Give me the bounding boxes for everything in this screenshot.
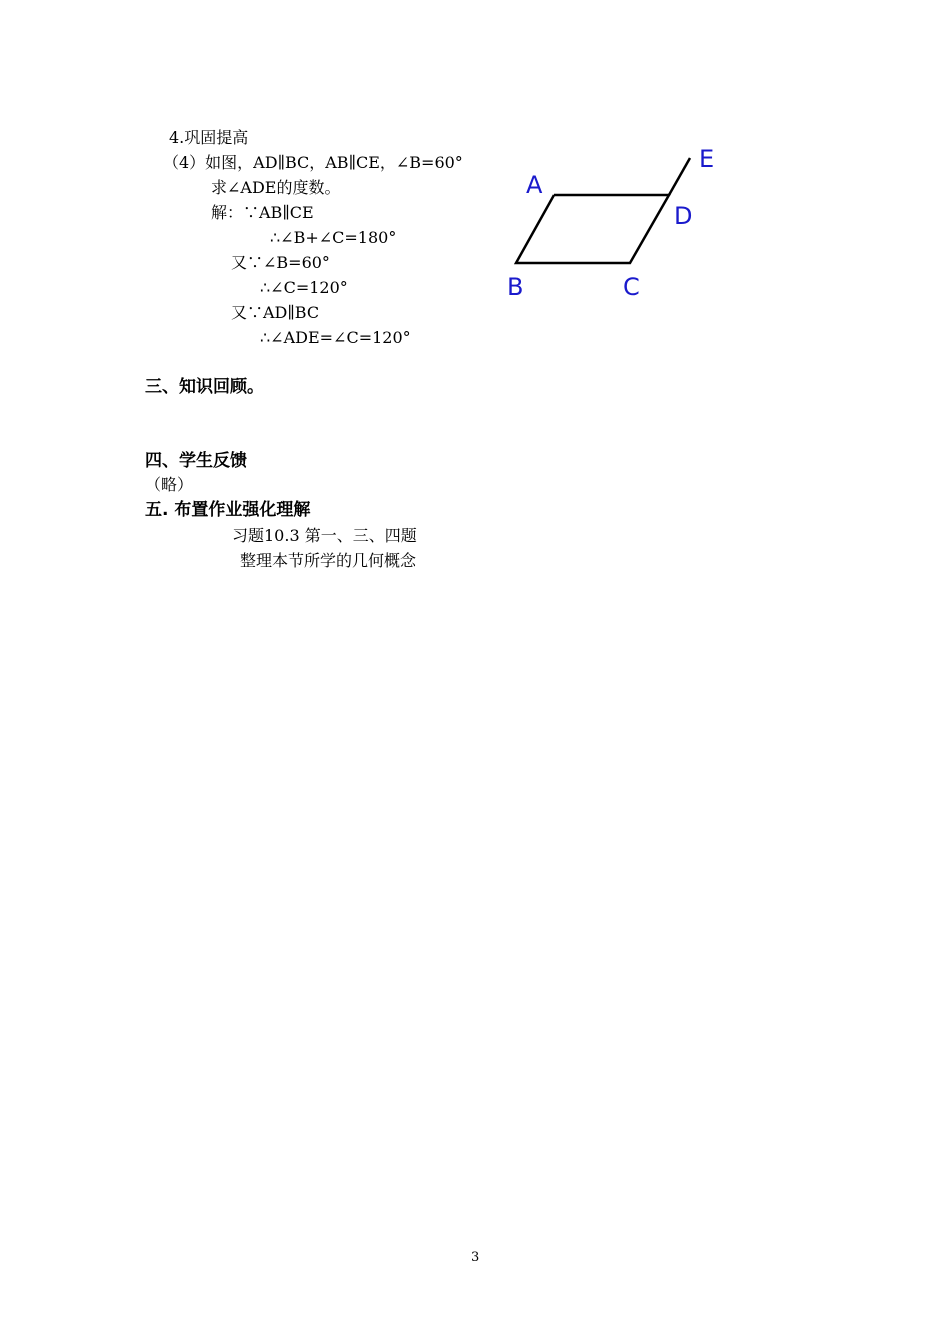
- solution-step-1: 解：∵AB∥CE: [211, 203, 314, 222]
- section-heading-consolidate: 4.巩固提高: [169, 128, 249, 147]
- label-c: C: [623, 273, 640, 301]
- feedback-note: （略）: [145, 475, 194, 494]
- ray-de: [669, 158, 690, 195]
- solution-step-3: 又∵∠B=60°: [231, 253, 330, 272]
- label-d: D: [674, 202, 693, 230]
- section-feedback-heading: 四、学生反馈: [145, 451, 247, 471]
- problem-question: 求∠ADE的度数。: [211, 178, 341, 197]
- label-b: B: [507, 273, 524, 301]
- solution-step-5: 又∵AD∥BC: [231, 303, 320, 322]
- parallelogram-abcd: [516, 195, 669, 263]
- solution-step-4: ∴∠C=120°: [260, 278, 348, 297]
- homework-item-2: 整理本节所学的几何概念: [240, 551, 417, 570]
- problem-statement: （4）如图，AD∥BC，AB∥CE，∠B=60°: [163, 153, 463, 172]
- solution-step-2: ∴∠B+∠C=180°: [270, 228, 397, 247]
- section-review-heading: 三、知识回顾。: [145, 377, 264, 397]
- homework-item-1: 习题10.3 第一、三、四题: [232, 526, 417, 545]
- geometry-figure: [0, 0, 950, 400]
- page-number: 3: [471, 1250, 480, 1265]
- solution-step-6: ∴∠ADE=∠C=120°: [260, 328, 411, 347]
- section-homework-heading: 五. 布置作业强化理解: [145, 500, 311, 520]
- label-a: A: [526, 171, 543, 199]
- label-e: E: [699, 145, 715, 173]
